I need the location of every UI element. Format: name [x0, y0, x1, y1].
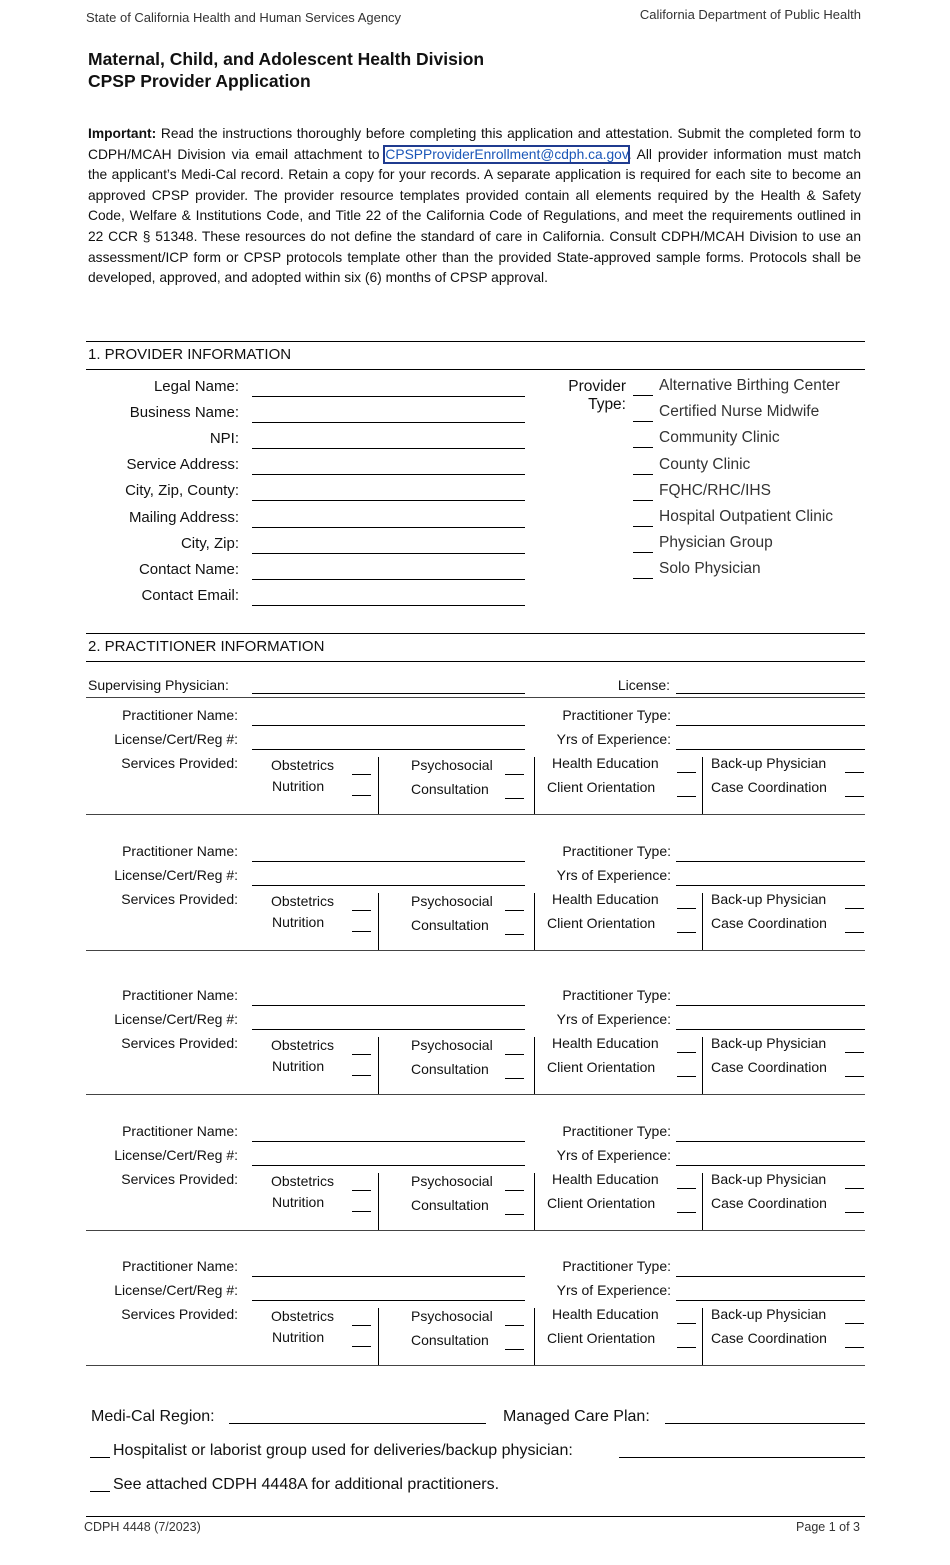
- case-coordination-checkbox[interactable]: [845, 796, 864, 797]
- client-orientation-checkbox[interactable]: [677, 796, 696, 797]
- services-divider: [702, 757, 703, 814]
- nutrition-checkbox[interactable]: [352, 795, 371, 796]
- section2-title: 2. PRACTITIONER INFORMATION: [88, 638, 325, 655]
- see-attached-label: See attached CDPH 4448A for additional practitioners.: [113, 1476, 500, 1493]
- section2-bottom-rule: [86, 661, 865, 662]
- legal-name-field[interactable]: [252, 396, 525, 397]
- services-divider: [534, 893, 535, 950]
- backup-physician-label: Back-up Physician: [711, 891, 827, 907]
- consultation-checkbox[interactable]: [505, 934, 524, 935]
- yrs-experience-label: Yrs of Experience:: [556, 1147, 671, 1163]
- client-orientation-label: Client Orientation: [547, 1059, 656, 1075]
- form-id: CDPH 4448 (7/2023): [84, 1520, 201, 1534]
- obstetrics-checkbox[interactable]: [352, 1190, 371, 1191]
- provider-type-option: Hospital Outpatient Clinic: [659, 508, 834, 525]
- psychosocial-label: Psychosocial: [411, 757, 493, 773]
- health-education-label: Health Education: [552, 1171, 659, 1187]
- provider-type-label: [540, 378, 626, 414]
- services-divider: [378, 893, 379, 950]
- practitioner-name-field[interactable]: [252, 725, 525, 726]
- practitioner-type-field[interactable]: [676, 1276, 865, 1277]
- nutrition-label: Nutrition: [272, 1194, 325, 1210]
- important-label: Important:: [88, 126, 157, 141]
- practitioner-type-field[interactable]: [676, 1005, 865, 1006]
- yrs-experience-field[interactable]: [676, 1300, 865, 1301]
- provider-type-checkbox[interactable]: [633, 395, 653, 396]
- license-cert-reg-field[interactable]: [252, 749, 525, 750]
- client-orientation-checkbox[interactable]: [677, 932, 696, 933]
- yrs-experience-field[interactable]: [676, 885, 865, 886]
- obstetrics-label: Obstetrics: [271, 757, 335, 773]
- practitioner-block-separator: [86, 1230, 865, 1231]
- provider-type-option: Solo Physician: [659, 560, 761, 578]
- practitioner-block-separator: [86, 1365, 865, 1366]
- psychosocial-checkbox[interactable]: [505, 1325, 524, 1326]
- hospitalist-checkbox[interactable]: [90, 1457, 110, 1458]
- practitioner-name-label: Practitioner Name:: [122, 707, 238, 723]
- case-coordination-label: Case Coordination: [711, 1195, 827, 1211]
- footer-rule: [86, 1516, 865, 1517]
- health-education-label: Health Education: [552, 1035, 659, 1051]
- practitioner-name-label: Practitioner Name:: [122, 843, 238, 859]
- health-education-checkbox[interactable]: [677, 908, 696, 909]
- services-divider: [378, 1173, 379, 1230]
- provider-type-option: Alternative Birthing Center: [659, 377, 840, 394]
- psychosocial-checkbox[interactable]: [505, 774, 524, 775]
- psychosocial-label: Psychosocial: [411, 1308, 493, 1324]
- license-cert-reg-label: License/Cert/Reg #:: [114, 1147, 238, 1163]
- obstetrics-label: Obstetrics: [271, 1037, 335, 1053]
- nutrition-label: Nutrition: [272, 1329, 325, 1345]
- provider-type-checkbox[interactable]: [633, 421, 653, 422]
- service-address-field[interactable]: [252, 474, 525, 475]
- yrs-experience-field[interactable]: [676, 1029, 865, 1030]
- backup-physician-label: Back-up Physician: [711, 1306, 827, 1322]
- see-attached-checkbox[interactable]: [90, 1491, 110, 1492]
- yrs-experience-label: Yrs of Experience:: [556, 1282, 671, 1298]
- client-orientation-label: Client Orientation: [547, 1195, 656, 1211]
- practitioner-type-field[interactable]: [676, 1141, 865, 1142]
- services-divider: [702, 1173, 703, 1230]
- agency-header: State of California Health and Human Services Agency: [86, 10, 402, 25]
- contact-email-label: Contact Email:: [141, 586, 239, 604]
- license-cert-reg-field[interactable]: [252, 885, 525, 886]
- nutrition-label: Nutrition: [272, 1058, 325, 1074]
- services-divider: [702, 893, 703, 950]
- department-header: California Department of Public Health: [639, 7, 861, 22]
- provider-type-checkbox[interactable]: [633, 552, 653, 553]
- provider-type-option: FQHC/RHC/IHS: [659, 481, 771, 499]
- health-education-checkbox[interactable]: [677, 1188, 696, 1189]
- practitioner-name-field[interactable]: [252, 861, 525, 862]
- supervising-separator: [86, 697, 865, 698]
- license-cert-reg-label: License/Cert/Reg #:: [114, 1282, 238, 1298]
- practitioner-type-label: Practitioner Type:: [562, 1258, 671, 1274]
- title-line-2: CPSP Provider Application: [88, 71, 311, 91]
- client-orientation-checkbox[interactable]: [677, 1076, 696, 1077]
- obstetrics-checkbox[interactable]: [352, 1054, 371, 1055]
- yrs-experience-label: Yrs of Experience:: [556, 731, 671, 747]
- backup-physician-checkbox[interactable]: [845, 1052, 864, 1053]
- yrs-experience-field[interactable]: [676, 1165, 865, 1166]
- obstetrics-checkbox[interactable]: [352, 910, 371, 911]
- services-divider: [702, 1308, 703, 1365]
- client-orientation-checkbox[interactable]: [677, 1212, 696, 1213]
- section1-top-rule: [86, 341, 865, 342]
- managed-care-plan-field[interactable]: [665, 1423, 865, 1424]
- consultation-label: Consultation: [411, 1061, 489, 1077]
- consultation-label: Consultation: [411, 917, 489, 933]
- health-education-checkbox[interactable]: [677, 772, 696, 773]
- consultation-label: Consultation: [411, 1332, 489, 1348]
- services-divider: [702, 1037, 703, 1094]
- license-cert-reg-field[interactable]: [252, 1300, 525, 1301]
- practitioner-type-label: Practitioner Type:: [562, 707, 671, 723]
- practitioner-name-field[interactable]: [252, 1141, 525, 1142]
- practitioner-name-label: Practitioner Name:: [122, 1258, 238, 1274]
- case-coordination-checkbox[interactable]: [845, 1347, 864, 1348]
- provider-type-checkbox[interactable]: [633, 578, 653, 579]
- license-cert-reg-label: License/Cert/Reg #:: [114, 867, 238, 883]
- consultation-checkbox[interactable]: [505, 1349, 524, 1350]
- nutrition-checkbox[interactable]: [352, 1346, 371, 1347]
- practitioner-type-field[interactable]: [676, 861, 865, 862]
- psychosocial-checkbox[interactable]: [505, 1190, 524, 1191]
- obstetrics-label: Obstetrics: [271, 1173, 335, 1189]
- supervising-physician-label: Supervising Physician:: [88, 677, 229, 693]
- psychosocial-label: Psychosocial: [411, 1037, 493, 1053]
- obstetrics-checkbox[interactable]: [352, 774, 371, 775]
- provider-type-option: Physician Group: [659, 534, 773, 552]
- medi-cal-region-label: Medi-Cal Region:: [91, 1408, 215, 1425]
- contact-name-label: Contact Name:: [138, 560, 239, 578]
- supervising-physician-field[interactable]: [252, 693, 525, 694]
- license-cert-reg-field[interactable]: [252, 1029, 525, 1030]
- client-orientation-checkbox[interactable]: [677, 1347, 696, 1348]
- page-number: Page 1 of 3: [796, 1520, 860, 1534]
- mailing-address-field[interactable]: [252, 527, 525, 528]
- business-name-field[interactable]: [252, 422, 525, 423]
- city-zip-label: City, Zip:: [180, 534, 239, 552]
- yrs-experience-label: Yrs of Experience:: [556, 867, 671, 883]
- backup-physician-checkbox[interactable]: [845, 1188, 864, 1189]
- license-cert-reg-label: License/Cert/Reg #:: [114, 731, 238, 747]
- nutrition-checkbox[interactable]: [352, 931, 371, 932]
- city-zip-field[interactable]: [252, 553, 525, 554]
- provider-type-option: County Clinic: [659, 455, 751, 473]
- section2-top-rule: [86, 633, 865, 634]
- psychosocial-checkbox[interactable]: [505, 1054, 524, 1055]
- practitioner-block-separator: [86, 1094, 865, 1095]
- managed-care-plan-label: Managed Care Plan:: [503, 1408, 650, 1425]
- consultation-label: Consultation: [411, 1197, 489, 1213]
- psychosocial-checkbox[interactable]: [505, 910, 524, 911]
- enrollment-email-link[interactable]: CPSPProviderEnrollment@cdph.ca.gov: [385, 146, 628, 162]
- consultation-checkbox[interactable]: [505, 1214, 524, 1215]
- hospitalist-label: Hospitalist or laborist group used for deliveries/backup physician:: [113, 1442, 573, 1459]
- services-provided-label: Services Provided:: [121, 891, 238, 907]
- services-provided-label: Services Provided:: [121, 1306, 238, 1322]
- page-title: [88, 48, 484, 92]
- provider-type-checkbox[interactable]: [633, 447, 653, 448]
- city-zip-county-label: City, Zip, County:: [125, 482, 239, 500]
- license-field[interactable]: [676, 693, 865, 694]
- practitioner-type-label: Practitioner Type:: [562, 987, 671, 1003]
- obstetrics-checkbox[interactable]: [352, 1325, 371, 1326]
- services-provided-label: Services Provided:: [121, 755, 238, 771]
- section1-bottom-rule: [86, 369, 865, 370]
- backup-physician-checkbox[interactable]: [845, 1323, 864, 1324]
- business-name-label: Business Name:: [129, 404, 239, 422]
- health-education-label: Health Education: [552, 755, 659, 771]
- provider-type-option: Certified Nurse Midwife: [659, 403, 820, 421]
- provider-type-checkbox[interactable]: [633, 500, 653, 501]
- nutrition-label: Nutrition: [272, 778, 325, 794]
- backup-physician-checkbox[interactable]: [845, 772, 864, 773]
- provider-type-label-2: Type:: [588, 396, 626, 413]
- consultation-checkbox[interactable]: [505, 1078, 524, 1079]
- health-education-label: Health Education: [552, 891, 659, 907]
- case-coordination-checkbox[interactable]: [845, 932, 864, 933]
- practitioner-name-label: Practitioner Name:: [122, 1123, 238, 1139]
- provider-type-label-1: Provider: [568, 378, 626, 395]
- backup-physician-checkbox[interactable]: [845, 908, 864, 909]
- services-provided-label: Services Provided:: [121, 1171, 238, 1187]
- npi-label: NPI:: [209, 430, 239, 448]
- title-line-1: Maternal, Child, and Adolescent Health Division: [88, 49, 485, 69]
- city-zip-county-field[interactable]: [252, 500, 525, 501]
- mailing-address-label: Mailing Address:: [128, 508, 239, 526]
- license-cert-reg-label: License/Cert/Reg #:: [114, 1011, 238, 1027]
- health-education-checkbox[interactable]: [677, 1052, 696, 1053]
- practitioner-name-field[interactable]: [252, 1276, 525, 1277]
- backup-physician-label: Back-up Physician: [711, 1171, 827, 1187]
- nutrition-checkbox[interactable]: [352, 1211, 371, 1212]
- case-coordination-label: Case Coordination: [711, 1059, 827, 1075]
- practitioner-block-separator: [86, 814, 865, 815]
- services-divider: [534, 1037, 535, 1094]
- services-divider: [534, 1308, 535, 1365]
- obstetrics-label: Obstetrics: [271, 1308, 335, 1324]
- contact-email-field[interactable]: [252, 605, 525, 606]
- case-coordination-label: Case Coordination: [711, 1330, 827, 1346]
- client-orientation-label: Client Orientation: [547, 915, 656, 931]
- section1-title: 1. PROVIDER INFORMATION: [88, 346, 292, 363]
- client-orientation-label: Client Orientation: [547, 779, 656, 795]
- case-coordination-label: Case Coordination: [711, 779, 827, 795]
- yrs-experience-label: Yrs of Experience:: [556, 1011, 671, 1027]
- case-coordination-label: Case Coordination: [711, 915, 827, 931]
- npi-field[interactable]: [252, 448, 525, 449]
- services-divider: [378, 757, 379, 814]
- contact-name-field[interactable]: [252, 579, 525, 580]
- services-divider: [378, 1037, 379, 1094]
- backup-physician-label: Back-up Physician: [711, 1035, 827, 1051]
- intro-paragraph: [88, 124, 861, 289]
- services-divider: [534, 1173, 535, 1230]
- consultation-checkbox[interactable]: [505, 798, 524, 799]
- intro-text-1: Read the instructions thoroughly before completing this application and attestation. Submit the completed form to CDPH/MCAH Division via email attachment to: [88, 126, 861, 162]
- license-cert-reg-field[interactable]: [252, 1165, 525, 1166]
- psychosocial-label: Psychosocial: [411, 1173, 493, 1189]
- practitioner-type-label: Practitioner Type:: [562, 1123, 671, 1139]
- provider-type-checkbox[interactable]: [633, 526, 653, 527]
- nutrition-label: Nutrition: [272, 914, 325, 930]
- services-divider: [534, 757, 535, 814]
- yrs-experience-field[interactable]: [676, 749, 865, 750]
- practitioner-type-label: Practitioner Type:: [562, 843, 671, 859]
- services-provided-label: Services Provided:: [121, 1035, 238, 1051]
- case-coordination-checkbox[interactable]: [845, 1212, 864, 1213]
- legal-name-label: Legal Name:: [153, 378, 239, 395]
- provider-type-checkbox[interactable]: [633, 474, 653, 475]
- practitioner-type-field[interactable]: [676, 725, 865, 726]
- intro-text-2: . All provider information must match the applicant’s Medi-Cal record. Retain a copy for your records. A separate application is required for each site to become an approved CPSP provider. The provider resource templates provided contain all elements required by the Health & Safety Code, Welfare & Institutions Code, and Title 22 of the California Code of Regulations, and meet the requirements outlined in 22 CCR § 51348. These resources do not define the standard of care in California. Consult CDPH/MCAH Division to use an assessment/ICP form or CPSP protocols template other than the provided State-approved sample forms. Protocols shall be developed, approved, and adopted within six (6) months of CPSP approval.: [88, 146, 861, 286]
- hospitalist-field[interactable]: [619, 1457, 865, 1458]
- practitioner-name-field[interactable]: [252, 1005, 525, 1006]
- health-education-checkbox[interactable]: [677, 1323, 696, 1324]
- practitioner-block-separator: [86, 950, 865, 951]
- services-divider: [378, 1308, 379, 1365]
- practitioner-name-label: Practitioner Name:: [122, 987, 238, 1003]
- client-orientation-label: Client Orientation: [547, 1330, 656, 1346]
- provider-type-option: Community Clinic: [659, 429, 780, 447]
- health-education-label: Health Education: [552, 1306, 659, 1322]
- case-coordination-checkbox[interactable]: [845, 1076, 864, 1077]
- nutrition-checkbox[interactable]: [352, 1075, 371, 1076]
- backup-physician-label: Back-up Physician: [711, 755, 827, 771]
- psychosocial-label: Psychosocial: [411, 893, 493, 909]
- service-address-label: Service Address:: [126, 456, 239, 474]
- consultation-label: Consultation: [411, 781, 489, 797]
- license-label: License:: [617, 677, 670, 693]
- medi-cal-region-field[interactable]: [229, 1423, 486, 1424]
- obstetrics-label: Obstetrics: [271, 893, 335, 909]
